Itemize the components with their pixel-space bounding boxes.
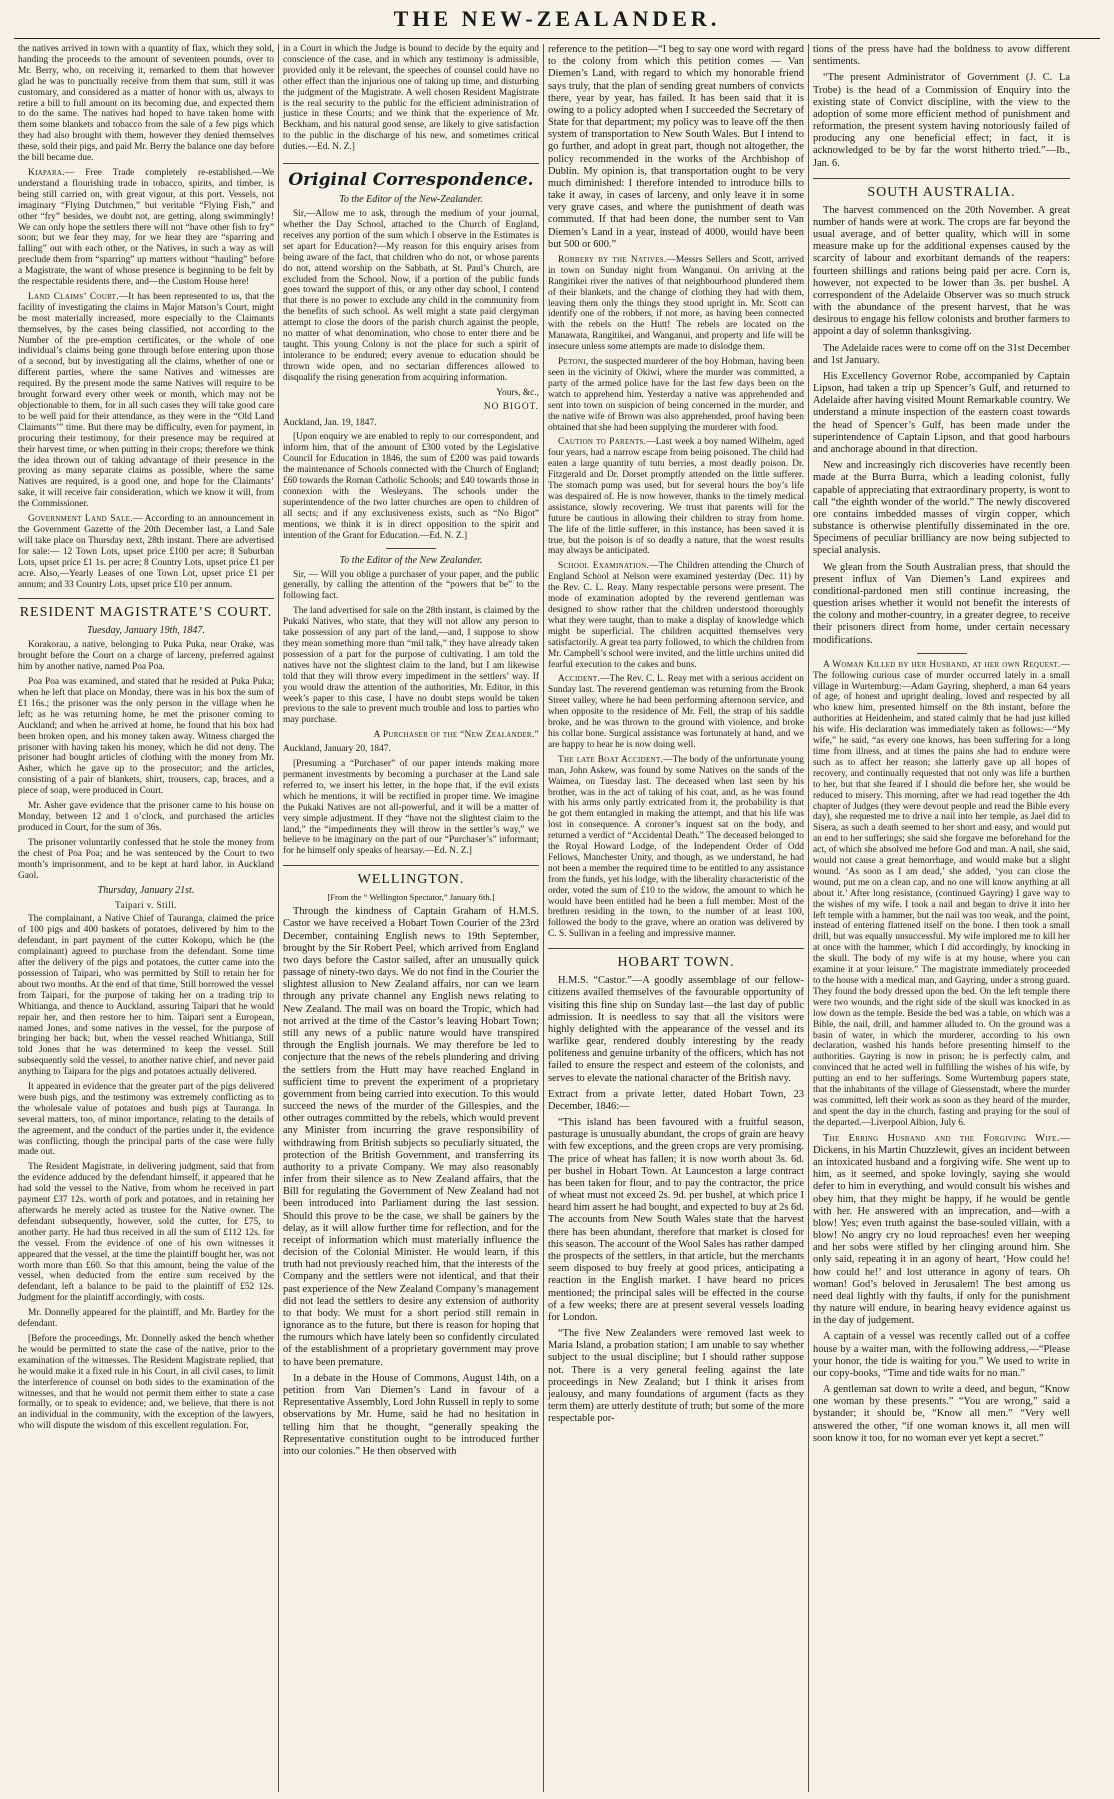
article-body: — According to an announcement in the Government Gazette of the 20th December last, a Land Sale will take place on Thursday next, 28th instant. There are advertised for sale:— 12 Town Lots, upset price £100 per acre; 8 Suburban Lots, upset price £1 1s. per acre; 8 Country Lots, upset price £1 per acre. Also,—Yearly Leases of one Town Lot, upset price £1 per annum; and 33 Country Lots, upset price £10 per annum. (18, 514, 274, 590)
article-body: —The body of the unfortunate young man, John Askew, was found by some Natives on the sands of the Waimea, on Tuesday last. The deceased when last seen by his brother, was in the act of taking of his coat, and, as he was found with his arms only partly extricated from it, the probability is that he got them entangled in making the attempt, and that his life was lost in consequence. A coroner’s inquest sat on the body, and returned a verdict of “Accidental Death.” The deceased belonged to the Royal Howard Lodge, of the Independent Order of Odd Fellows, Manchester Unity, and though, as we understand, he had not been a member the required time to be entitled to any assistance from the funds, yet his lodge, with the liberality characteristic of the order, voted the sum of £10 to the widow, the amount to which he would have been entitled had he been a full member. Most of the brethren residing in the town, to the number of at least 100, followed the body to the grave, where an oration was delivered by C. S. Sullivan in a feeling and impressive manner. (548, 754, 804, 940)
article-paragraph: in a Court in which the Judge is bound to decide by the equity and conscience of the case, and in which any testimony is admissible, provided only it be relevant, the speeches of counsel could have no other effect than the injurious one of taking up time, and disturbing the judgment of the Magistrate. A well chosen Resident Magistrate is the real security to the public for the efficient administration of justice in these Courts; and we think that the experience of Mr. Beckham, and his natural good sense, are likely to give satisfaction to the public in the discharge of his new, and sometimes critical duties.—Ed. N. Z.] (283, 44, 539, 153)
column-1 (14, 44, 279, 1792)
letter-date: Auckland, January 20, 1847. (283, 744, 391, 755)
masthead: THE NEW-ZEALANDER. (393, 6, 721, 31)
article-lead: The late Boat Accident. (558, 754, 664, 765)
divider (386, 548, 436, 549)
article-school (548, 561, 804, 670)
article-body: —The Children attending the Church of England School at Nelson were examined yesterday (Dec. 11) by the Rev. C. L. Reay. Many respectable persons were present. The mode of examination adopted by the reverend gentleman was designed to show rather that the children understood thoroughly what they were taught, than to make a display of knowledge which might be superficial. The children acquitted themselves very satisfactorily. A great tea party followed, to which the children from Mr. Campbell’s school were invited, and the little urchins united did fearful execution to the cakes and buns. (548, 561, 804, 670)
section-heading: SOUTH AUSTRALIA. (813, 178, 1070, 201)
article-paragraph: It appeared in evidence that the greater part of the pigs delivered were bush pigs, and the testimony was extremely conflicting as to the wholesale value of potatoes and bush pigs at Tauranga. In several matters, too, of minor importance, relating to the details of the agreement, and the conduct of the parties under it, the evidence was conflicting, though the principal parts of the case were fully made out. (18, 1082, 274, 1158)
article-paragraph: Through the kindness of Captain Graham of H.M.S. Castor we have received a Hobart Town Courier of the 23rd December, containing English news to 19th September, brought by the Sir Robert Peel, which arrived from England two days before the Castor sailed, after an unusually quick passage of ninety-two days. We do not find in the Courier the slightest allusion to New Zealand affairs, nor can we learn through any private channel any English news relating to New Zealand. The mail was on board the Tropic, which had not arrived at the time of the Castor’s leaving Hobart Town; still any news of a public nature would have transpired through the English journals. We may therefore be led to conjecture that the news of the rebels plundering and driving the settlers from the Hutt may have reached England in sufficient time to prevent the experiment of a proprietary government from being carried into execution. To this would succeed the news of the murder of the Gillespies, and the other outrages committed by the rebels, which would prevent any Minister from incurring the grave responsibility of withdrawing from British subjects so peculiarly situated, the protection of the British Government, and transferring its authority to a private Company. We may also reasonably infer from their silence as to New Zealand affairs, that the Bill for regulating the Government of New Zealand had not been introduced into Parliament during the last session. Should this prove to be the case, we shall be gainers by the delay, as it will allow further time for reflection, and for the receipt of information which must materially influence the decision of the Colonial Minister. He would learn, if this truth had not previously reached him, that the interests of the Company and the settlers were not identical, and that their past experience of the New Zealand Company’s management did not lead the settlers to desire any extension of authority to that body. We must for a short period still remain in ignorance as to the future, but there is reason for hoping that the rumours which have lately been so confidently circulated of the establishment of a proprietary government may prove to have been premature. (283, 906, 539, 1368)
editor-note: [Upon enquiry we are enabled to reply to our correspondent, and inform him, that of the amount of £300 voted by the Legislative Council for Education in 1846, the sum of £200 was paid towards the maintenance of Schools connected with the Church of England; £60 towards the Roman Catholic Schools; and £40 towards those in connexion with the Wesleyans. The schools under the superintendence of the two latter churches are open to children of all sects; and if any exclusiveness exists, such as “No Bigot” mentions, we think it is in direct opposition to the spirit and intention of the Grant for Education.—Ed. N. Z.] (283, 432, 539, 541)
article-body: —It has been represented to us, that the facility of investigating the claims in Major Matson’s Court, might be most materially increased, more especially to the Claimants themselves, by the cases being classified, not according to the Number of the pre-emption certificates, or the whole of one individual’s claims being gone through before entering upon those of a second, but by investigating all the claims, whether of one or different parties, where the same Natives and witnesses are required. By the present mode the same Natives will require to be brought forward every other week or month, which may not be objectionable to them, for in all such cases they will take good care to be well paid for their attendance, as they were in the “Old Land Claimants’” time. But there may be difficulty, even for payment, in procuring their testimony, for their presence may be required at their harvest time, or when putting in their crops; therefore we think the idea thrown out of taking advantage of their presence in the proving as many separate claims as possible, where the same Natives are required, is a good one, and hope for the Claimants’ sake, it will receive fair consideration, which we know it will, from the Commissioner. (18, 291, 274, 510)
article-paragraph: [Before the proceedings, Mr. Donnelly asked the bench whether he would be permitted to state the case of the native, prior to the examination of the witnesses. The Resident Magistrate replied, that he would make it a fixed rule in his Court, in all civil cases, to limit the interference of counsel on both sides to the examination of the witnesses, and that he would not permit them either to state a case formally, or to speak to evidence; and, we believe, that there is not an individual in the community, with the exception of the lawyers, who will dispute the wisdom of this excellent regulation. For, (18, 1333, 274, 1432)
article-lead: Petoni, (558, 357, 589, 368)
article-paragraph: “The present Administrator of Government (J. C. La Trobe) is the head of a Commission of Enquiry into the existing state of Convict discipline, with the view to the adoption of some more efficient method of punishment and reformation, the present system having notoriously failed of producing any one beneficial effect; in fact, it is acknowledged to be by far the worst hitherto tried.”—Ib., Jan. 6. (813, 72, 1070, 169)
article-body: — Free Trade completely re-established.—We understand a flourishing trade in tobacco, spirits, and timber, is being still carried on, with great vigour, at this port. Vessels, not imaginary “Flying Dutchmen,” but veritable “Flying Fish,” and other “fry” besides, we doubt not, are getting, along swimmingly! We can only hope the settlers there will not “have other fish to fry” soon; but we fear they may, for we hear they are “sparring and falling” out with each other, or the Natives, in such a way as will preclude them from “sparring” up matters without “hauling” before a Magistrate, the want of whose presence is beginning to be felt by the respectable residents there, and—the Custom House here! (18, 167, 274, 288)
article-paragraph: Korakorau, a native, belonging to Puka Puka, near Orake, was brought before the Court on a charge of larceny, preferred against him by another native, named Poa Poa. (18, 640, 274, 673)
case-title: Taipari v. Still. (115, 900, 177, 911)
article-paragraph: The Resident Magistrate, in delivering judgment, said that from the evidence adduced by the defendant himself, it appeared that he had sold the vessel to the Native, from whom he received in part payment £37 12s. worth of pork and potatoes, and in retaining her afterwards he merely acted as trustee for the Native owner. The defendant subsequently, however, sold the cutter, for £75, to another party. He had thus received in all the sum of £112 12s. for the vessel. From the evidence of one of his own witnesses it appeared that the vessel, at the time the plaintiff bought her, was not worth more than £60. So that this amount, being the value of the vessel, when deducted from the entire sum received by the defendant, left a balance to be paid to the plaintiff of £52 12s. Judgment for the plaintiff accordingly, with costs. (18, 1162, 274, 1304)
article-paragraph: tions of the press have had the boldness to avow different sentiments. (813, 44, 1070, 68)
article-land-claims (18, 292, 274, 510)
section-heading: WELLINGTON. (283, 865, 539, 888)
extract-heading: Extract from a private letter, dated Hobart Town, 23 December, 1846:— (548, 1088, 804, 1112)
article-erring-husband (813, 1133, 1070, 1328)
divider (917, 653, 967, 654)
article-lead: A Woman Killed by her Husband, at her own Request. (823, 659, 1061, 670)
article-paragraph: New and increasingly rich discoveries have recently been made at the Burra Burra, which a leading colonist, fully capable of appreciating that extraordinary property, is wont to call “the eighth wonder of the world.” The newly discovered ore contains imbedded masses of virgin copper, which substance is otherwise plentifully disseminated in the ore. Specimens of peculiar brilliancy are now being subjected to special analysis. (813, 460, 1070, 557)
section-heading: HOBART TOWN. (548, 948, 804, 971)
article-paragraph: We glean from the South Australian press, that should the present influx of Van Diemen’s Land expirees and conditional-pardoned men still continue increasing, the question arises whether it would not benefit the interests of the colony and mother-country, in a greater degree, to receive their prisoners direct from home, under certain necessary modifications. (813, 561, 1070, 646)
article-boat (548, 755, 804, 940)
letter-paragraph: The land advertised for sale on the 28th instant, is claimed by the Pukaki Natives, who state, that they will not allow any person to take possession of any part of the land,—and, I suppose to show they mean something more than “mil talk,” they have already taken possession of a part for the purpose of cultivating. I am told the natives have not the slightest claim to the land, but I am likewise told that they will throw every impediment in the settlers’ way. If you would draw the attention of the authorities, Mr. Editor, in this week’s paper to this case, I have no doubt steps would be taken previous to the sale to prevent much trouble and loss to parties who may purchase. (283, 606, 539, 726)
columns (14, 44, 1104, 1792)
article-paragraph: The Adelaide races were to come off on the 31st December and 1st January. (813, 342, 1070, 366)
article-body: the suspected murderer of the boy Hobman, having been seen in the vicinity of Okiwi, where the murder was committed, a party of the armed police have for the last few days been on the watch to apprehend him. Yesterday a native was apprehended and sent into town on suspicion of being concerned in the murder, and the native wife of Brown was also apprehended, proof having been obtained that she had been supplying the murderer with food. (548, 357, 804, 433)
article-lead: School Examination. (558, 561, 650, 572)
article-lead: Land Claims’ Court. (28, 291, 119, 302)
article-paragraph: The harvest commenced on the 20th November. A great number of hands were at work. The crops are far beyond the usual average, and of better quality, which will in some measure make up for the additional expenses caused by the scarcity of labour and exorbitant demands of the reapers: fourteen shillings and rations being paid per acre. Corn is, however, not expected to be lower than 3s. per bushel. A correspondent of the Adelaide Observer was so much struck with the abundance of the present harvest, that he was desirous to engage his fellow colonists and brother farmers to appoint a day of solemn thanksgiving. (813, 204, 1070, 338)
column-4 (809, 44, 1074, 1792)
masthead-rule (14, 38, 1100, 39)
article-accident (548, 674, 804, 750)
source-line: [From the “ Wellington Spectator,” January 6th.] (327, 892, 495, 903)
letter-signature: A Purchaser of the “New Zealander.” (373, 730, 539, 741)
article-kiapara (18, 168, 274, 288)
article-paragraph: “This island has been favoured with a fruitful season, pasturage is unusually abundant, the crops of grain are heavy with few exceptions, and the green crops are very promising. The price of wheat has fallen; it is now worth about 3s. 6d. per bushel in Hobart Town. At Launceston a large contract has been taken for flour, and to pay the contractor, the price of wheat must not exceed 2s. 9d. per bushel, at which price I heard him assert he had bought, and expected to buy at 2s 6d. The accounts from New South Wales state that the harvest there has been abundant, therefore that market is closed for this season. The account of the Wool Sales has rather damped the prospects of the settlers, in that article, but the merchants seem disposed to buy freely at good prices, anticipating a reaction in the English market. I have heard no prices mentioned; the principal sales will be effected in the course of a few weeks; there are at present several vessels loading for London. (548, 1117, 804, 1323)
article-paragraph: In a debate in the House of Commons, August 14th, on a petition from Van Diemen’s Land in favour of a Representative Assembly, Lord John Russell in reply to some observations by Mr. Hume, said he had no hesitation in telling him that he thought, “generally speaking the Representative constitution ought to be introduced further into our colonies.” He then observed with (283, 1372, 539, 1457)
letter-signature: NO BIGOT. (483, 401, 539, 412)
article-lead: Robbery by the Natives. (558, 254, 667, 265)
article-paragraph: The prisoner voluntarily confessed that he stole the money from the chest of Poa Poa; and he was sentenced by the Court to two month’s imprisonment, and to be kept at hard labor, in Auckland Gaol. (18, 837, 274, 881)
article-paragraph: A captain of a vessel was recently called out of a coffee house by a waiter man, with the following address,—“Please your honor, the tide is waiting for you.” We used to write in our copy-books, “Time and tide waits for no man.” (813, 1331, 1070, 1379)
article-body: —Dickens, in his Martin Chuzzlewit, gives an incident between an intoxicated husband and a forgiving wife. She went up to him, as it seemed, and spoke lovingly, saying she would defer to him in everything, and would consult his wishes and obey him, that they might be happy, if he would be gentle with her. He answered with an imprecation, and—with a blow! Yes; even truth against the base-souled villain, with a blow! No angry cry no loud reproaches! even her weeping and her sobs were stifled by her clinging around him. She only said, repeating it in an agony of heart, ‘How could he! how could he!’ and lost utterance in agony of tears. Oh woman! God’s beloved in Jerusalem! The best among us need deal lightly with thy faults, if only for the punishment thy nature will endure, in bearing heavy evidence against us in the day of judgement. (813, 1132, 1070, 1327)
article-body: —Messrs Sellers and Scott, arrived in town on Sunday night from Wanganui. On arriving at the Rangitikei river the natives of that neighbourhood plundered them of their blankets, and the change of clothing they had with them, leaving them only the things they stood upright in. Mr. Scott can identify one of the robbers, if not more, as having been connected with the rebels on the Hutt! The rebels are located on the Manawata, Rangitikei, and Wanganui, and property and life will be insecure unless some attempts are made to dislodge them. (548, 254, 804, 353)
column-3 (544, 44, 809, 1792)
article-caution (548, 437, 804, 557)
letter-closing: Yours, &c., (496, 387, 539, 398)
article-lead: Caution to Parents. (558, 437, 647, 448)
court-date: Tuesday, January 19th, 1847. (87, 625, 205, 637)
article-paragraph: Poa Poa was examined, and stated that he resided at Puka Puka; when he left that place on Monday, there was in his box the sum of £1 16s.; the prisoner was the only person in the village when he left; as he was returning home, he met the prisoner coming to Auckland; and when he arrived at home, he found that his box had been broken open, and his money taken away. Witness charged the prisoner with having taken his money, which he did not deny. The prisoner had bought articles of clothing with the money from Mr. Asher, which he gave up to the prosecutor; and the articles, consisting of a pair of blankets, shirt, trousers, cap, braces, and a piece of soap, were produced in Court. (18, 677, 274, 797)
article-paragraph: “The five New Zealanders were removed last week to Maria Island, a probation station; I am unable to say whether subject to the usual discipline; but I should rather suppose not. There is a very general feeling against the late proceedings in New Zealand; but I think it arises from jealousy, and many foundations of argument (facts as they term them) are utterly destitute of truth; but some of the more respectable por- (548, 1328, 804, 1425)
article-lead: Government Land Sale. (28, 514, 133, 525)
article-woman-killed (813, 660, 1070, 1129)
article-body: —Last week a boy named Wilhelm, aged four years, had a narrow escape from being poisoned. The child had eaten a large quantity of tutu berries, a most deadly poison. Dr. Fitzgerald and Dr. Dorset promptly attended on the little sufferer. The stomach pump was used, but for several hours the boy’s life was despaired of. He is now however, thanks to the timely medical assistance, slowly recovering. We trust that parents will for the future be cautious in allowing their children to stray from home. The life of the little sufferer, in this instance, has been saved it is true, but the poison is of so deadly a nature, that the worst results may always be anticipated. (548, 437, 804, 557)
article-paragraph: His Excellency Governor Robe, accompanied by Captain Lipson, had taken a trip up Spencer’s Gulf, and returned to Adelaide after having visited Mount Remarkable country. We understand a minute inspection of the eastern coast towards the head of Spencer’s Gulf, has been made under the superintendence of Captain Lipson, and that good harbours and anchorage abound in that direction. (813, 370, 1070, 455)
editor-note: [Presuming a “Purchaser” of our paper intends making more permanent investments by becoming a purchaser at the Land sale referred to, we insert his letter, in the hope that, if the evil exists which he mentions, it will be rectified in proper time. We imagine the Pukaki Natives are not all-powerful, and it will be a matter of very simple adjustment. If they “have not the slightest claim to the land,” the “impediments they will throw in the settler’s way,” we believe to be imaginary on the part of our “Purchaser’s” informant; for he himself only speaks of hearsay.—Ed. N. Z.] (283, 759, 539, 857)
letter-paragraph: Sir,—Allow me to ask, through the medium of your journal, whether the Day School, attached to the Church of England, receives any portion of the sum which I observe in the Estimates is set apart for Education?—My reason for this enquiry arises from being aware of the fact, that children who do not, or whose parents do not, attend worship on the Sabbath, at St. Paul’s Church, are excluded from the School. Now, if a portion of the public funds goes toward the support of this, or any other day school, I contend that there is no power to exclude any child in the community from the benefits of such school. As well might a state paid clergyman attempt to close the doors of the parish church against the people, no matter of what denomination, who chose to enter there and be taught. This young Colony is not the place for such a spirit of intolerance to be endured; every avenue to education should be thrown wide open, and no sectarian differences allowed to disqualify the rising generation from acquiring information. (283, 209, 539, 383)
article-paragraph: H.M.S. “Castor.”—A goodly assemblage of our fellow-citizens availed themselves of the favourable opportunity of visiting this fine ship on Sunday last—the last day of public admission. It is needless to say that all the visitors were highly delighted with the appearance of the vessel and its warlike gear, rendered doubly interesting by the ready politeness and genuine urbanity of the officers, which has not failed to ensure the respect and esteem of the colonists, and serves to elevate the national character of the British navy. (548, 975, 804, 1084)
article-paragraph: Mr. Donnelly appeared for the plaintiff, and Mr. Bartley for the defendant. (18, 1308, 274, 1330)
article-paragraph: Mr. Asher gave evidence that the prisoner came to his house on Monday, between 12 and 1 o’clock, and purchased the articles produced in Court, for the sum of 36s. (18, 801, 274, 833)
article-petoni (548, 357, 804, 433)
article-body: —The following curious case of murder occurred lately in a small village in Wurtemburg:—Adam Gayring, shepherd, a man 64 years of age, of honest and upright dealing, loved and respected by all who knew him, presented himself on the 8th instant, before the authorities at Heidenheim, and stated calmly that he had just killed his wife. His declaration was immediately taken as follows:—“My wife,” he said, “as every one knows, has been suffering for a long time from illness, and at times the pains she had to endure were such as to affect her reason; she latterly gave up all hopes of recovery, and continually requested that not only was life a burthen to her, but that she feared if I should die before her, she would be reduced to misery. This morning, after we had read together the 4th chapter of Judges (they were devout people and read the Bible every day), she requested me to drive a nail into her temple, as Jael did to Sisera, as such a death seemed to her short and easy, and would put an end to her sufferings; she said she forgave me beforehand for the act, of which she absolved me before God and man. A nail, she said, would not cause a great hemorrhage, and would make but a slight wound. ‘As soon as I am dead,’ she added, ‘you can close the wound, put me on a clean cap, and no one will know anything at all about it.’ After long resistance, (continued Gayring) I gave way to the wishes of my wife. I took a nail and began to drive it into her left temple with a hammer, but the nail was too weak, and the point, instead of entering flattened itself on the bone. I then took a small drill, but was equally unsuccessful. My wife implored me to kill her at once with the hammer, which I did accordingly, by knocking in the skull. The body of my wife is at my house, where you can examine it at your leisure.” The magistrate immediately proceeded to the house with a medical man, and Gayring, under a strong guard. They found the body dressed upon the bed. On the left temple there were two wounds, and the right side of the skull was knocked in as low down as the temple. Beside the bed was a table, on which was a Bible, the nail, drill, and hammer alluded to. On the ground was a basin of water, in which the murderer, according to his own declaration, washed his hands before presenting himself to the authorities. Gayring is now in prison; he is perfectly calm, and convinced that he acted well in fulfilling the wishes of his wife, by putting an end to her sufferings. Some Wurtemburg papers state, that the inhabitants of the village of Giessenstadt, where the murder was committed, left their work as soon as they heard of the murder, and spent the day in the church, fasting and praying for the soul of the departed.—Liverpool Albion, July 6. (813, 659, 1070, 1128)
column-2 (279, 44, 544, 1792)
article-land-sale (18, 514, 274, 590)
article-lead: Kiapara. (28, 167, 65, 178)
letter-date: Auckland, Jan. 19, 1847. (283, 417, 377, 428)
article-lead: The Erring Husband and the Forgiving Wife. (823, 1132, 1060, 1144)
letter-paragraph: Sir, — Will you oblige a purchaser of your paper, and the public generally, by calling the attention of the “powers that be” to the following fact. (283, 569, 539, 602)
article-paragraph: the natives arrived in town with a quantity of flax, which they sold, handing the proceeds to the amount of seventeen pounds, over to Mr. Berry, who, on receiving it, remarked to them that however glad he was to punctually receive from them that sum, still it was customary, and considered as a matter of honor with us, always to retire a bill to full amount on its becoming due, and expected them to do the same. The natives had hoped to have taken home with them some blankets and tobacco from the sale of a few pigs which they had also brought with them, however they denied themselves these, sold their pigs, and paid Mr. Berry the balance one day before the bill became due. (18, 44, 274, 164)
article-robbery (548, 255, 804, 353)
article-lead: Accident. (558, 674, 601, 685)
article-paragraph: A gentleman sat down to write a deed, and begun, “Know one woman by these presents.” “You are wrong,” said a bystander; it should be, “Know all men.” “Very well answered the other, “if one woman knows it, all men will soon know it too, for no woman ever yet kept a secret.” (813, 1384, 1070, 1444)
section-heading: RESIDENT MAGISTRATE’S COURT. (18, 598, 274, 621)
section-heading: Original Correspondence. (283, 163, 539, 190)
letter-address: To the Editor of the New Zealander. (339, 554, 483, 566)
letter-address: To the Editor of the New-Zealander. (339, 194, 483, 206)
article-paragraph: reference to the petition—“I beg to say one word with regard to the colony from which this petition comes — Van Diemen’s Land, with regard to which my honorable friend says truly, that the plan of sending great numbers of convicts there, year by year, has failed. It has been said that it is owing to a policy adopted when I succeeded the Secretary of State for that department; my policy was to leave off the then system of transportation to New South Wales. But I intend to go further, and adopt in great part, though not altogether, the policy recommended in the works of the Archbishop of Dublin. My opinion is, that transportation ought to be very much diminished: I therefore intended to introduce bills to take it away, in cases of larceny, and only leave it in some very grave cases, and where the punishment of death was commuted. If that had been done, the number sent to Van Diemen’s Land in a year, instead of 4000, would have been but 500 or 600.” (548, 44, 804, 250)
article-paragraph: The complainant, a Native Chief of Tauranga, claimed the price of 100 pigs and 400 baskets of potatoes, delivered by him to the defendant, in part payment of the cutter Kokopu, which he (the complainant) agreed to purchase from the defendant. Some time after the delivery of the pigs and potatoes, the cutter came into the possession of Taipari, who was permitted by Still to retain her for about two months. At the end of that time, Still borrowed the vessel from Taipari, for the purpose of taking her on a trading trip to Whitianga, and thence to Auckland, assuring Taipari that he would repair her, and then restore her to him. Taipari sent a European, named Jones, and some natives in the vessel, for the purpose of bringing her back; but, when the vessel reached Whitianga, Still told Jones that he was determined to keep the vessel. Still subsequently sold the vessel, to another native chief, and never paid anything to Taipara for the pigs and potatoes actually delivered. (18, 914, 274, 1078)
article-body: —The Rev. C. L. Reay met with a serious accident on Sunday last. The reverend gentleman was returning from the Brook Street valley, where he had been performing afternoon service, and when opposite to the residence of Mr. Fell, the strap of his saddle broke, and he was thrown to the ground with violence, and broke his collar bone. Surgical assistance was fortunately at hand, and we are happy to hear he is now doing well. (548, 674, 804, 750)
court-date: Thursday, January 21st. (97, 885, 195, 897)
